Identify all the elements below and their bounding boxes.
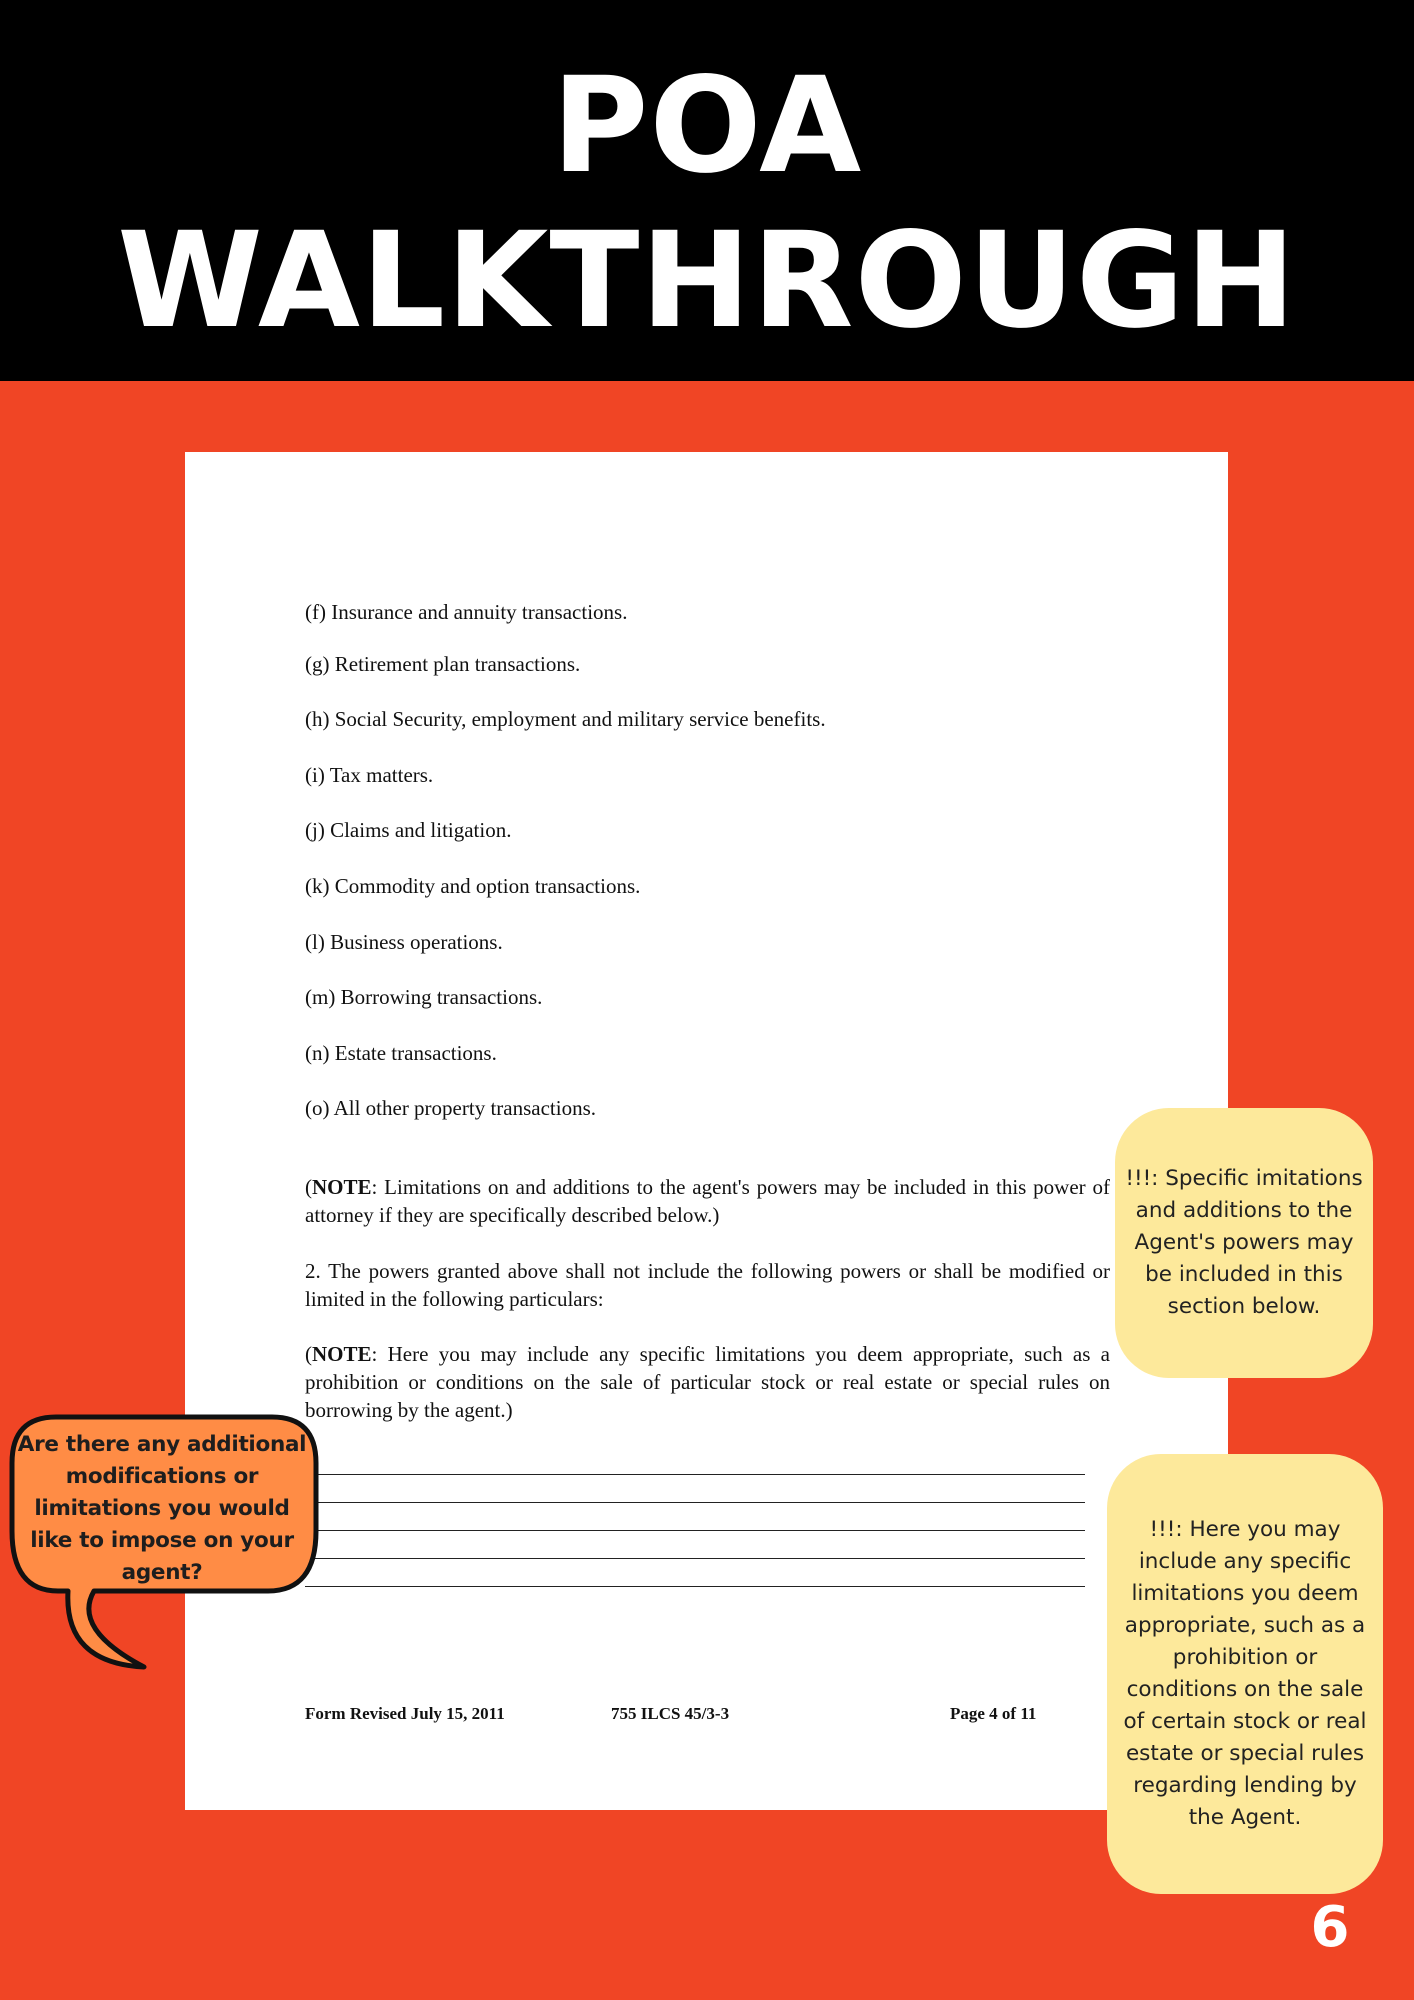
list-item: (h) Social Security, employment and military service benefits. [305,707,826,731]
tip-bubble-note-1 [1115,1108,1373,1378]
speech-bubble-question: Are there any additional modifications or limitations you would like to impose on your agent? [17,1432,307,1585]
title-line-1: POA [551,49,863,203]
page-number: 6 [1310,1895,1350,1960]
header-banner [0,0,1414,381]
note-label: NOTE [312,1342,372,1366]
list-item: (n) Estate transactions. [305,1041,497,1065]
footer-statute: 755 ILCS 45/3-3 [611,1704,730,1723]
list-item: (i) Tax matters. [305,763,434,787]
note-paragraph-1: (NOTE: Limitations on and additions to the agent's powers may be included in this power of attorney if they are specifically described below.) [305,1175,1110,1227]
blank-line [305,1502,1085,1503]
note-label: NOTE [312,1175,372,1199]
list-item: (j) Claims and litigation. [305,818,512,842]
blank-line [305,1558,1085,1559]
title-line-2: WALKTHROUGH [117,204,1297,358]
tip-bubble-text: !!!: Specific imitations and additions to the Agent's powers may be included in this section below. [1125,1166,1363,1319]
list-item: (l) Business operations. [305,930,503,954]
note-paragraph-2: (NOTE: Here you may include any specific limitations you deem appropriate, such as a prohibition or conditions on the sale of particular stock or real estate or special rules on borrowing by the agent.) [305,1342,1110,1422]
list-item: (o) All other property transactions. [305,1096,597,1120]
list-item: (g) Retirement plan transactions. [305,652,581,676]
blank-line [305,1474,1085,1475]
footer-revised: Form Revised July 15, 2011 [305,1704,505,1723]
list-item: (m) Borrowing transactions. [305,985,543,1009]
blank-line [305,1530,1085,1531]
tip-bubble-note-2 [1107,1454,1383,1894]
document-page [185,452,1228,1810]
list-item: (k) Commodity and option transactions. [305,874,641,898]
list-item: (f) Insurance and annuity transactions. [305,600,628,624]
tip-bubble-text: !!!: Here you may include any specific limitations you deem appropriate, such as a prohibition or conditions on the sale of certain stock or real estate or special rules regarding lending by the Agent. [1123,1517,1367,1830]
section-2-paragraph: 2. The powers granted above shall not include the following powers or shall be modified or limited in the following particulars: [305,1259,1110,1311]
blank-line [305,1586,1085,1587]
footer-page: Page 4 of 11 [950,1704,1037,1723]
